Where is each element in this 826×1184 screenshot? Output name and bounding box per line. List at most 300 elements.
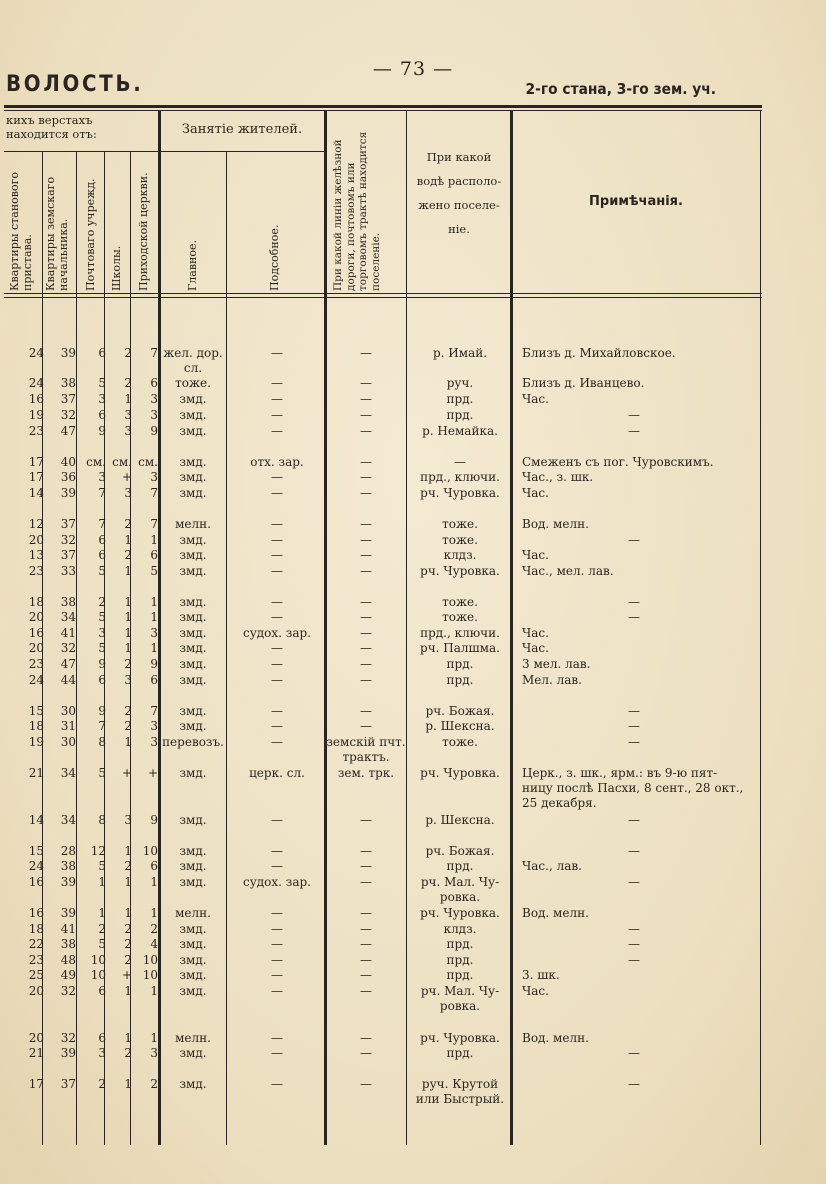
table-row	[4, 548, 762, 564]
header-postal: Почтоваго учрежд.	[84, 178, 97, 291]
notes-cell: —	[628, 719, 640, 733]
aux-occupation-cell: —	[271, 673, 283, 687]
distance-cell: 1	[124, 564, 132, 578]
table-row	[4, 1077, 762, 1106]
distance-cell: 5	[98, 641, 106, 655]
table-row	[4, 1046, 762, 1062]
water-cell: или Быстрый.	[415, 1092, 505, 1106]
distance-cell: 48	[60, 953, 76, 967]
table-row	[4, 953, 762, 969]
notes-cell: Близъ д. Иванцево.	[522, 376, 645, 390]
header-occupation-group: Занятіе жителей.	[181, 122, 303, 137]
header-school: Школы.	[110, 245, 123, 291]
water-cell: ровка.	[439, 890, 481, 904]
notes-cell: —	[628, 704, 640, 718]
distance-cell: 1	[124, 875, 132, 889]
distance-cell: 39	[60, 346, 76, 360]
aux-occupation-cell: —	[271, 984, 283, 998]
table-row	[4, 766, 762, 810]
data-table	[4, 105, 762, 1145]
notes-cell: —	[628, 595, 640, 609]
table-row	[4, 408, 762, 424]
notes-cell: —	[628, 844, 640, 858]
road-cell: —	[360, 719, 372, 733]
table-row	[4, 704, 762, 720]
distance-cell: 10	[142, 953, 158, 967]
table-row	[4, 455, 762, 471]
main-occupation-cell: змд.	[179, 813, 207, 827]
main-occupation-cell: змд.	[179, 424, 207, 438]
distance-cell: 6	[98, 673, 106, 687]
distance-cell: 47	[60, 424, 76, 438]
heading-volost: ВОЛОСТЬ.	[6, 72, 144, 97]
distance-cell: 14	[28, 486, 44, 500]
water-cell: тоже.	[442, 735, 478, 749]
distance-cell: 1	[124, 610, 132, 624]
main-occupation-cell: змд.	[179, 719, 207, 733]
main-occupation-cell: змд.	[179, 859, 207, 873]
distance-cell: 16	[28, 392, 44, 406]
distance-cell: 3	[150, 408, 158, 422]
road-cell: —	[360, 470, 372, 484]
distance-cell: 24	[28, 376, 44, 390]
main-occupation-cell: змд.	[179, 875, 207, 889]
water-cell: руч. Крутой	[421, 1077, 499, 1091]
main-occupation-cell: змд.	[179, 408, 207, 422]
main-occupation-cell: змд.	[179, 953, 207, 967]
main-occupation-cell: змд.	[179, 1046, 207, 1060]
distance-cell: 6	[150, 376, 158, 390]
distance-cell: 34	[60, 813, 76, 827]
distance-cell: 18	[28, 719, 44, 733]
distance-cell: 2	[124, 548, 132, 562]
water-cell: тоже.	[442, 595, 478, 609]
water-cell: тоже.	[442, 533, 478, 547]
distance-cell: 6	[98, 1031, 106, 1045]
table-row	[4, 626, 762, 642]
distance-cell: 5	[150, 564, 158, 578]
notes-cell: Мел. лав.	[522, 673, 582, 687]
distance-cell: 44	[60, 673, 76, 687]
distance-cell: 7	[150, 486, 158, 500]
road-cell: —	[360, 922, 372, 936]
distance-cell: 1	[124, 595, 132, 609]
notes-cell: Час.	[522, 626, 549, 640]
water-cell: рч. Чуровка.	[420, 766, 500, 780]
distance-cell: 3	[124, 813, 132, 827]
distance-cell: 37	[60, 517, 76, 531]
main-occupation-cell: змд.	[179, 641, 207, 655]
road-cell: —	[360, 408, 372, 422]
distance-cell: 38	[60, 859, 76, 873]
distance-cell: 31	[60, 719, 76, 733]
main-occupation-cell: змд.	[179, 564, 207, 578]
road-cell: —	[360, 641, 372, 655]
distance-cell: 9	[150, 813, 158, 827]
main-occupation-cell: змд.	[179, 455, 207, 469]
distance-cell: 6	[98, 346, 106, 360]
distance-cell: 3	[150, 735, 158, 749]
water-cell: прд.	[446, 657, 474, 671]
road-cell: —	[360, 844, 372, 858]
distance-cell: 23	[28, 564, 44, 578]
distance-cell: 1	[98, 906, 106, 920]
page-number: — 73 —	[372, 58, 454, 80]
distance-cell: 5	[98, 859, 106, 873]
aux-occupation-cell: церк. сл.	[249, 766, 305, 780]
distance-cell: 2	[98, 1077, 106, 1091]
notes-cell: Близъ д. Михайловское.	[522, 346, 676, 360]
distance-cell: +	[121, 968, 132, 982]
notes-cell: —	[628, 533, 640, 547]
distance-cell: 7	[98, 517, 106, 531]
table-row	[4, 470, 762, 486]
notes-cell: —	[628, 813, 640, 827]
heading-stan: 2-го стана, 3-го зем. уч.	[525, 80, 716, 98]
distance-cell: 38	[60, 376, 76, 390]
main-occupation-cell: змд.	[179, 968, 207, 982]
distance-cell: 20	[28, 1031, 44, 1045]
distance-cell: 24	[28, 859, 44, 873]
distance-cell: 2	[150, 1077, 158, 1091]
aux-occupation-cell: —	[271, 548, 283, 562]
distance-cell: 8	[98, 813, 106, 827]
water-cell: руч.	[446, 376, 474, 390]
header-notes: Примѣчанія.	[589, 194, 683, 209]
notes-cell: —	[628, 610, 640, 624]
aux-occupation-cell: —	[271, 517, 283, 531]
distance-cell: 24	[28, 673, 44, 687]
table-row	[4, 1031, 762, 1047]
distance-cell: 32	[60, 1031, 76, 1045]
aux-occupation-cell: —	[271, 533, 283, 547]
road-cell: —	[360, 953, 372, 967]
distance-cell: 33	[60, 564, 76, 578]
water-cell: р. Имай.	[432, 346, 488, 360]
distance-cell: +	[121, 766, 132, 780]
road-cell: —	[360, 564, 372, 578]
main-occupation-cell: тоже.	[175, 376, 211, 390]
distance-cell: 23	[28, 424, 44, 438]
notes-cell: Час., з. шк.	[522, 470, 594, 484]
table-row	[4, 984, 762, 1013]
distance-cell: 3	[98, 392, 106, 406]
distance-cell: 1	[150, 610, 158, 624]
notes-cell: Час., мел. лав.	[522, 564, 614, 578]
distance-cell: 9	[98, 657, 106, 671]
distance-cell: 18	[28, 595, 44, 609]
notes-cell: —	[628, 875, 640, 889]
distance-cell: 16	[28, 626, 44, 640]
distance-cell: 22	[28, 937, 44, 951]
aux-occupation-cell: —	[271, 595, 283, 609]
distance-cell: см.	[112, 455, 132, 469]
road-cell: —	[360, 968, 372, 982]
distance-cell: 3	[124, 408, 132, 422]
distance-cell: 2	[124, 657, 132, 671]
table-row	[4, 968, 762, 984]
distance-cell: 6	[98, 408, 106, 422]
distance-cell: 1	[124, 1077, 132, 1091]
distance-cell: 36	[60, 470, 76, 484]
main-occupation-cell: мелн.	[175, 517, 211, 531]
notes-cell: Вод. мелн.	[522, 517, 589, 531]
distance-cell: 3	[124, 673, 132, 687]
main-occupation-cell: змд.	[179, 984, 207, 998]
road-cell: —	[360, 859, 372, 873]
main-occupation-cell: змд.	[179, 533, 207, 547]
water-cell: клдз.	[443, 548, 477, 562]
aux-occupation-cell: отх. зар.	[250, 455, 304, 469]
distance-cell: 9	[98, 704, 106, 718]
distance-cell: 5	[98, 766, 106, 780]
water-cell: тоже.	[442, 517, 478, 531]
distance-cell: 30	[60, 704, 76, 718]
table-row	[4, 533, 762, 549]
road-cell: —	[360, 455, 372, 469]
road-cell: —	[360, 984, 372, 998]
distance-cell: 5	[98, 937, 106, 951]
road-cell: —	[360, 517, 372, 531]
water-cell: рч. Чуровка.	[420, 564, 500, 578]
water-cell: р. Шексна.	[425, 719, 495, 733]
distance-cell: 37	[60, 1077, 76, 1091]
distance-cell: 7	[150, 704, 158, 718]
distance-cell: 32	[60, 641, 76, 655]
aux-occupation-cell: —	[271, 346, 283, 360]
water-cell: рч. Палшма.	[420, 641, 500, 655]
distance-cell: 18	[28, 922, 44, 936]
distance-cell: 20	[28, 641, 44, 655]
main-occupation-cell: змд.	[179, 657, 207, 671]
distance-cell: +	[121, 470, 132, 484]
table-row	[4, 673, 762, 689]
water-cell: рч. Мал. Чу-	[420, 984, 500, 998]
aux-occupation-cell: —	[271, 392, 283, 406]
table-row	[4, 486, 762, 502]
distance-cell: 1	[124, 626, 132, 640]
distance-cell: 38	[60, 937, 76, 951]
distance-cell: 1	[124, 533, 132, 547]
water-cell: рч. Чуровка.	[420, 906, 500, 920]
distance-cell: 5	[98, 610, 106, 624]
distance-cell: 23	[28, 657, 44, 671]
main-occupation-cell: змд.	[179, 673, 207, 687]
distance-cell: 12	[28, 517, 44, 531]
distance-cell: 1	[150, 984, 158, 998]
distance-cell: 16	[28, 906, 44, 920]
distance-cell: 6	[150, 548, 158, 562]
notes-cell: —	[628, 922, 640, 936]
water-cell: тоже.	[442, 610, 478, 624]
water-cell: прд.	[446, 937, 474, 951]
notes-cell: Церк., з. шк., ярм.: въ 9-ю пят-	[522, 766, 718, 780]
distance-cell: 4	[150, 937, 158, 951]
table-row	[4, 906, 762, 922]
water-cell: рч. Мал. Чу-	[420, 875, 500, 889]
distance-cell: 1	[124, 392, 132, 406]
main-occupation-cell: змд.	[179, 937, 207, 951]
distance-cell: 19	[28, 735, 44, 749]
water-cell: клдз.	[443, 922, 477, 936]
table-row	[4, 844, 762, 860]
aux-occupation-cell: судох. зар.	[243, 626, 311, 640]
water-cell: рч. Божая.	[425, 844, 495, 858]
road-cell: —	[360, 657, 372, 671]
distance-cell: +	[147, 766, 158, 780]
distance-cell: 1	[124, 984, 132, 998]
distance-cell: 6	[150, 673, 158, 687]
header-main-occupation: Главное.	[186, 240, 199, 291]
table-row	[4, 641, 762, 657]
distance-cell: 40	[60, 455, 76, 469]
header-road: При какой линіи желѣзной дороги, почтовомъ или торговомъ трактѣ находится поселеніе.	[332, 131, 382, 291]
distance-cell: 12	[90, 844, 106, 858]
notes-cell: Вод. мелн.	[522, 906, 589, 920]
road-cell: —	[360, 1031, 372, 1045]
water-cell: прд.	[446, 408, 474, 422]
notes-cell: —	[628, 953, 640, 967]
aux-occupation-cell: —	[271, 735, 283, 749]
distance-cell: 5	[98, 564, 106, 578]
distance-cell: 21	[28, 766, 44, 780]
distance-cell: 6	[150, 859, 158, 873]
distance-cell: 21	[28, 1046, 44, 1060]
table-row	[4, 376, 762, 392]
table-row	[4, 859, 762, 875]
water-cell: прд.	[446, 968, 474, 982]
distance-cell: 9	[150, 657, 158, 671]
water-cell: прд., ключи.	[420, 626, 500, 640]
distance-cell: 17	[28, 470, 44, 484]
distance-cell: 5	[98, 376, 106, 390]
road-cell: —	[360, 610, 372, 624]
distance-cell: 2	[150, 922, 158, 936]
water-cell: прд.	[446, 1046, 474, 1060]
distance-cell: 7	[98, 486, 106, 500]
road-cell: —	[360, 533, 372, 547]
distance-cell: 3	[98, 470, 106, 484]
distance-cell: 2	[98, 595, 106, 609]
road-cell: —	[360, 673, 372, 687]
water-cell: прд., ключи.	[420, 470, 500, 484]
notes-cell: Час.	[522, 486, 549, 500]
distance-cell: 10	[90, 968, 106, 982]
distance-cell: 1	[124, 844, 132, 858]
aux-occupation-cell: —	[271, 922, 283, 936]
main-occupation-cell: змд.	[179, 922, 207, 936]
notes-cell: Час.	[522, 548, 549, 562]
distance-cell: 39	[60, 906, 76, 920]
table-row	[4, 564, 762, 580]
distance-cell: 16	[28, 875, 44, 889]
header-aux-occupation: Подсобное.	[268, 224, 281, 291]
distance-cell: 8	[98, 735, 106, 749]
water-cell: рч. Божая.	[425, 704, 495, 718]
notes-cell: —	[628, 424, 640, 438]
distance-cell: 2	[124, 953, 132, 967]
distance-cell: 20	[28, 984, 44, 998]
road-cell: —	[360, 392, 372, 406]
water-cell: прд.	[446, 673, 474, 687]
main-occupation-cell: сл.	[183, 361, 203, 375]
main-occupation-cell: перевозъ.	[162, 735, 224, 749]
distance-cell: 47	[60, 657, 76, 671]
table-row	[4, 392, 762, 408]
distance-cell: 32	[60, 408, 76, 422]
distance-cell: см.	[138, 455, 158, 469]
road-cell: трактъ.	[342, 750, 390, 764]
distance-cell: 10	[142, 968, 158, 982]
distance-cell: 7	[98, 719, 106, 733]
distance-cell: 37	[60, 548, 76, 562]
distance-cell: 3	[124, 486, 132, 500]
notes-cell: Смеженъ съ пог. Чуровскимъ.	[522, 455, 714, 469]
road-cell: —	[360, 376, 372, 390]
distance-cell: 28	[60, 844, 76, 858]
distance-cell: 15	[28, 844, 44, 858]
road-cell: —	[360, 346, 372, 360]
notes-cell: —	[628, 1046, 640, 1060]
distance-cell: см.	[86, 455, 106, 469]
header-stanovoy: Квартиры станового пристава.	[8, 172, 34, 291]
distance-cell: 32	[60, 984, 76, 998]
distance-cell: 3	[150, 470, 158, 484]
distance-cell: 20	[28, 533, 44, 547]
aux-occupation-cell: —	[271, 1077, 283, 1091]
aux-occupation-cell: —	[271, 704, 283, 718]
table-row	[4, 875, 762, 904]
notes-cell: —	[628, 937, 640, 951]
main-occupation-cell: змд.	[179, 844, 207, 858]
distance-cell: 1	[124, 906, 132, 920]
distance-cell: 49	[60, 968, 76, 982]
distance-cell: 23	[28, 953, 44, 967]
aux-occupation-cell: —	[271, 610, 283, 624]
distance-cell: 3	[150, 719, 158, 733]
aux-occupation-cell: —	[271, 408, 283, 422]
header-distance-group: кихъ верстахъ находится отъ:	[6, 113, 97, 141]
distance-cell: 6	[98, 548, 106, 562]
aux-occupation-cell: —	[271, 376, 283, 390]
distance-cell: 7	[150, 517, 158, 531]
main-occupation-cell: мелн.	[175, 906, 211, 920]
notes-cell: Час.	[522, 984, 549, 998]
distance-cell: 6	[98, 984, 106, 998]
table-row	[4, 719, 762, 735]
distance-cell: 3	[98, 626, 106, 640]
distance-cell: 17	[28, 1077, 44, 1091]
aux-occupation-cell: —	[271, 1046, 283, 1060]
main-occupation-cell: змд.	[179, 704, 207, 718]
distance-cell: 1	[150, 641, 158, 655]
distance-cell: 2	[124, 937, 132, 951]
aux-occupation-cell: —	[271, 564, 283, 578]
distance-cell: 2	[124, 859, 132, 873]
distance-cell: 1	[150, 875, 158, 889]
main-occupation-cell: змд.	[179, 595, 207, 609]
distance-cell: 39	[60, 1046, 76, 1060]
table-row	[4, 735, 762, 764]
water-cell: ровка.	[439, 999, 481, 1013]
aux-occupation-cell: —	[271, 641, 283, 655]
water-cell: рч. Чуровка.	[420, 1031, 500, 1045]
distance-cell: 1	[124, 735, 132, 749]
distance-cell: 1	[98, 875, 106, 889]
distance-cell: 41	[60, 626, 76, 640]
aux-occupation-cell: —	[271, 424, 283, 438]
notes-cell: Час., лав.	[522, 859, 582, 873]
